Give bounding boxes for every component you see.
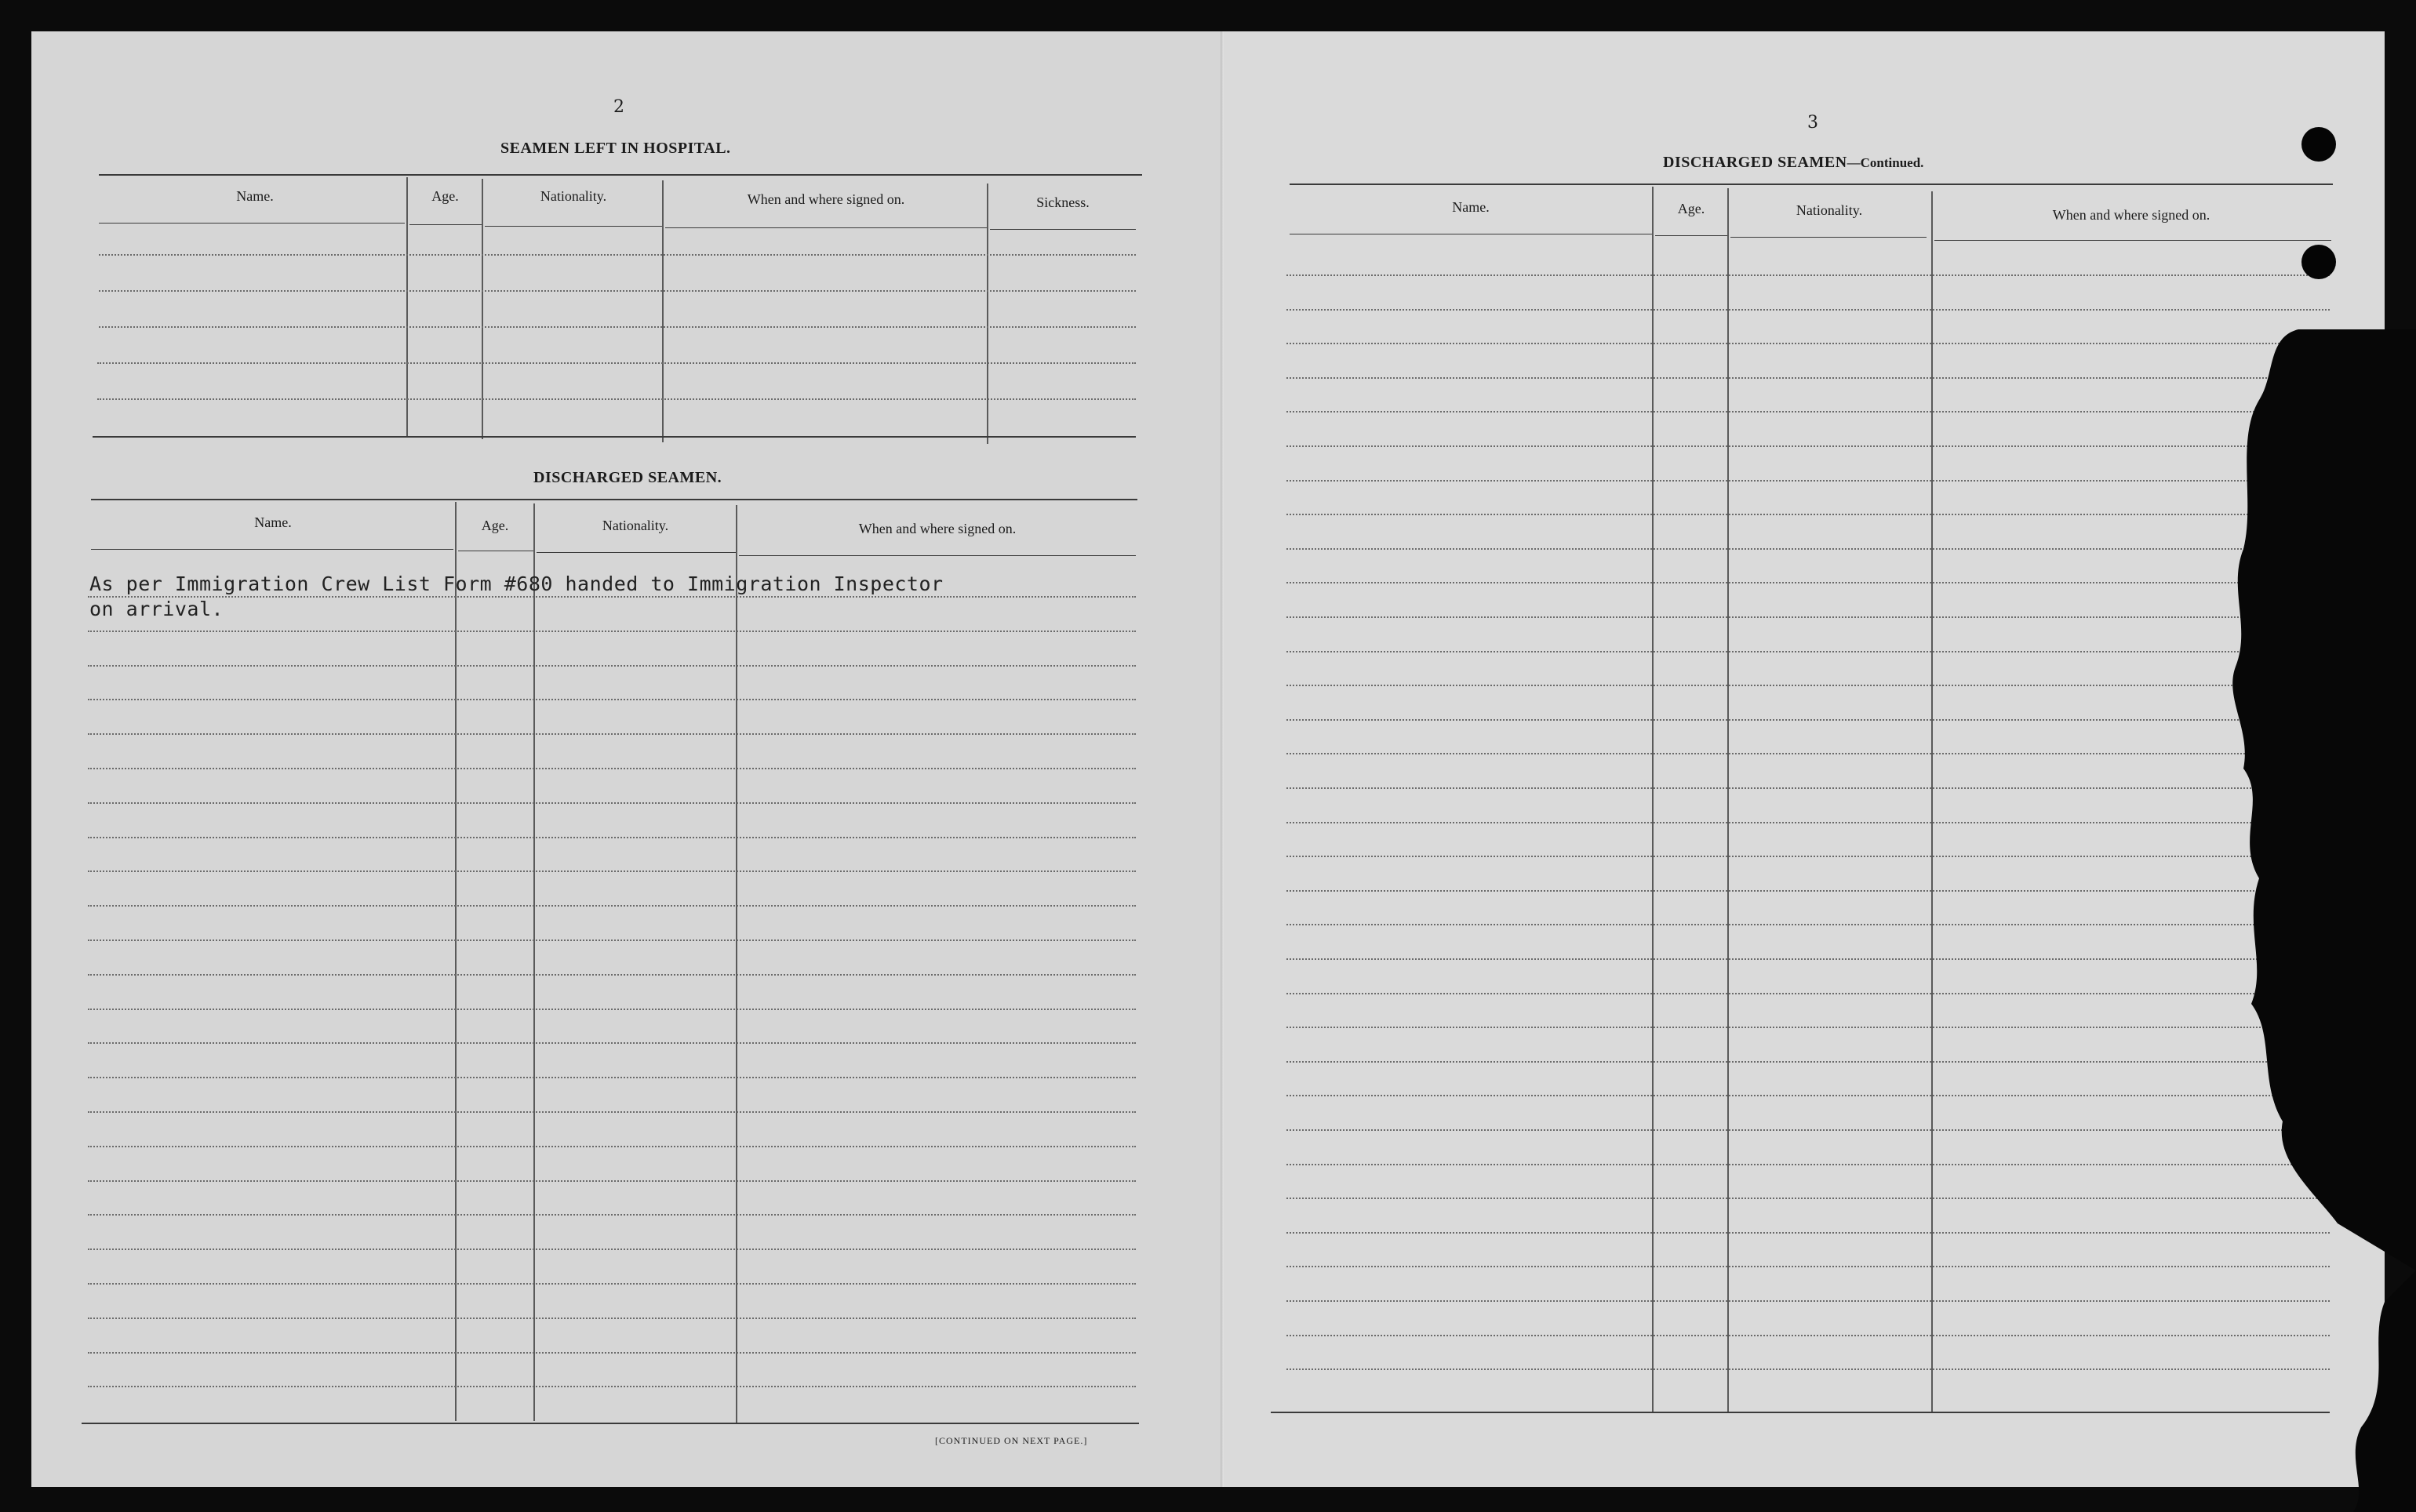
table-row xyxy=(1286,890,2330,892)
table-row xyxy=(88,1283,1136,1285)
hospital-section-title: SEAMEN LEFT IN HOSPITAL. xyxy=(500,140,731,157)
table-row xyxy=(88,940,1136,941)
table-row xyxy=(1286,309,2330,311)
discharged-table-bottom-rule xyxy=(82,1423,1139,1424)
table-row xyxy=(1286,685,2330,686)
hospital-col-sickness: Sickness. xyxy=(1036,194,1090,210)
table-row xyxy=(88,905,1136,907)
discharged-section-title: DISCHARGED SEAMEN. xyxy=(533,469,722,486)
table-row xyxy=(88,1318,1136,1319)
typed-entry-line2: on arrival. xyxy=(89,598,224,620)
hospital-row xyxy=(99,254,1136,256)
table-row xyxy=(88,1386,1136,1387)
right-col-nationality: Nationality. xyxy=(1796,202,1863,218)
right-divider-3 xyxy=(1931,191,1933,1412)
discharged-continued-suffix: —Continued. xyxy=(1847,155,1924,170)
table-row xyxy=(1286,719,2330,721)
table-row xyxy=(1286,377,2330,379)
hospital-row xyxy=(97,398,1136,400)
table-row xyxy=(88,837,1136,838)
discharged-header-rule-name xyxy=(91,549,453,550)
table-row xyxy=(88,1214,1136,1216)
discharged-divider-3 xyxy=(736,505,737,1423)
table-row xyxy=(1286,1027,2330,1028)
page-number-left: 2 xyxy=(613,97,624,117)
table-row xyxy=(1286,753,2330,754)
hospital-col-nationality: Nationality. xyxy=(540,188,607,204)
table-row xyxy=(1286,445,2330,447)
continued-note: [CONTINUED ON NEXT PAGE.] xyxy=(935,1435,1088,1446)
table-row xyxy=(88,1180,1136,1182)
right-table-top-rule xyxy=(1290,184,2333,185)
hospital-divider-3 xyxy=(662,180,664,442)
table-row xyxy=(88,870,1136,872)
hospital-header-rule-sick xyxy=(990,229,1136,230)
table-row xyxy=(88,1146,1136,1147)
hospital-col-age: Age. xyxy=(431,188,459,204)
left-page xyxy=(31,31,1224,1487)
right-col-age: Age. xyxy=(1677,201,1705,216)
table-row xyxy=(1286,1095,2330,1096)
discharged-header-rule-signed xyxy=(739,555,1136,556)
table-row xyxy=(1286,787,2330,789)
hospital-header-rule-age xyxy=(409,224,483,225)
page-number-right: 3 xyxy=(1807,113,1818,133)
discharged-continued-main: DISCHARGED SEAMEN xyxy=(1663,154,1847,171)
punch-hole xyxy=(2301,245,2336,279)
hospital-header-rule-nat xyxy=(485,226,662,227)
table-row xyxy=(1286,582,2330,583)
table-row xyxy=(1286,343,2330,344)
table-row xyxy=(1286,616,2330,618)
table-row xyxy=(88,802,1136,804)
typed-entry-line1: As per Immigration Crew List Form #680 handed to Immigration Inspector xyxy=(89,572,944,595)
hospital-table-top-rule xyxy=(99,174,1142,176)
table-row xyxy=(1286,1061,2330,1063)
table-row xyxy=(1286,1266,2330,1267)
punch-hole xyxy=(2301,127,2336,162)
table-row xyxy=(1286,1368,2330,1370)
right-col-name: Name. xyxy=(1452,199,1490,215)
table-row xyxy=(88,1009,1136,1010)
discharged-col-nationality: Nationality. xyxy=(602,518,669,533)
hospital-row xyxy=(99,290,1136,292)
hospital-col-name: Name. xyxy=(236,188,274,204)
right-divider-1 xyxy=(1652,187,1654,1412)
table-row xyxy=(88,1111,1136,1113)
table-row xyxy=(1286,1198,2330,1199)
table-row xyxy=(88,665,1136,667)
hospital-col-signed-on: When and where signed on. xyxy=(747,191,905,207)
right-table-bottom-rule xyxy=(1271,1412,2330,1413)
table-row xyxy=(1286,411,2330,413)
table-row xyxy=(88,596,1136,598)
table-row xyxy=(1286,1300,2330,1302)
right-col-signed-on: When and where signed on. xyxy=(2052,207,2210,223)
hospital-table-bottom-rule xyxy=(93,436,1136,438)
table-row xyxy=(1286,1232,2330,1234)
table-row xyxy=(1286,480,2330,482)
discharged-col-signed-on: When and where signed on. xyxy=(858,521,1017,536)
table-row xyxy=(88,631,1136,632)
table-row xyxy=(88,733,1136,735)
table-row xyxy=(88,1248,1136,1250)
hospital-row xyxy=(99,326,1136,328)
discharged-col-name: Name. xyxy=(254,514,292,530)
hospital-divider-4 xyxy=(987,184,988,444)
right-header-rule-age xyxy=(1655,235,1727,236)
discharged-continued-title xyxy=(1663,154,1923,172)
table-row xyxy=(1286,1164,2330,1165)
page-damage-shape xyxy=(2181,329,2416,1270)
table-row xyxy=(1286,514,2330,515)
hospital-header-rule-signed xyxy=(665,227,987,228)
table-row xyxy=(1286,1129,2330,1131)
discharged-table-top-rule xyxy=(91,499,1137,500)
discharged-col-age: Age. xyxy=(481,518,509,533)
table-row xyxy=(1286,1335,2330,1336)
table-row xyxy=(1286,924,2330,925)
discharged-header-rule-nat xyxy=(537,552,736,553)
table-row xyxy=(1286,822,2330,823)
table-row xyxy=(1286,651,2330,652)
right-header-rule-nat xyxy=(1730,237,1927,238)
right-divider-2 xyxy=(1727,188,1729,1412)
table-row xyxy=(1286,993,2330,994)
table-row xyxy=(88,974,1136,976)
right-header-rule-signed xyxy=(1934,240,2331,241)
table-row xyxy=(1286,548,2330,550)
table-row xyxy=(88,699,1136,700)
table-row xyxy=(1286,274,2330,276)
table-row xyxy=(88,768,1136,769)
hospital-row xyxy=(97,362,1136,364)
hospital-header-rule xyxy=(99,223,405,224)
table-row xyxy=(1286,958,2330,960)
table-row xyxy=(88,1352,1136,1354)
table-row xyxy=(88,1042,1136,1044)
table-row xyxy=(88,1077,1136,1078)
hospital-divider-2 xyxy=(482,179,483,439)
table-row xyxy=(1286,856,2330,857)
page-corner-damage xyxy=(2338,1270,2416,1512)
